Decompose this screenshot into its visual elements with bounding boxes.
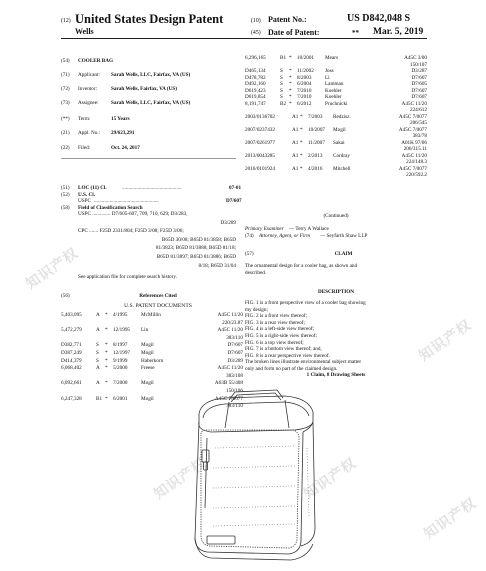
date-mark: ** bbox=[352, 29, 359, 37]
ref-date: 12/1995 bbox=[113, 327, 131, 334]
description-title: DESCRIPTION bbox=[317, 289, 355, 295]
attorney-name: — Seyfarth Shaw LLP bbox=[320, 233, 368, 239]
ref-class: A45C 7/0077 bbox=[398, 126, 427, 133]
ref-star: * bbox=[105, 350, 108, 356]
ref-number: 6,092,661 bbox=[61, 380, 82, 387]
ref-date: 5/2000 bbox=[113, 365, 128, 372]
field-code: (22) bbox=[61, 145, 70, 151]
ref-date: 12/1997 bbox=[113, 350, 131, 356]
foc-line: B65D 81/3897; B65D 81/3886; B65D bbox=[156, 254, 236, 260]
ref-class-secondary: 220/23.87 bbox=[222, 319, 243, 326]
ref-date: 8/2003 bbox=[297, 74, 312, 81]
refs-heading: References Cited bbox=[139, 293, 177, 299]
ref-number: D414,379 bbox=[61, 357, 82, 364]
ref-number: 2007/0237432 bbox=[245, 126, 275, 133]
foc-line: B65D 30/08; B65D 81/3858; B65D bbox=[161, 236, 236, 243]
lid-seam bbox=[203, 402, 309, 418]
attorney-label: Attorney, Agent, or Firm bbox=[259, 233, 311, 239]
ref-date: 6/2012 bbox=[297, 100, 312, 107]
ref-number: 2016/0101924 bbox=[245, 165, 275, 172]
loc-value: 07-01 bbox=[229, 185, 242, 191]
header-rule bbox=[61, 38, 427, 39]
field-code: (72) bbox=[61, 86, 70, 92]
ref-kind: S bbox=[96, 342, 99, 349]
watermark: 知识产权 bbox=[23, 245, 82, 293]
ref-class-secondary: 383/110 bbox=[226, 334, 243, 341]
ref-number: 5,403,095 bbox=[61, 312, 82, 318]
claim-line: The ornamental design for a cooler bag, as shown and bbox=[245, 263, 358, 269]
ref-kind: S bbox=[280, 68, 283, 74]
ref-kind: S bbox=[96, 350, 99, 356]
ref-name: Lamman bbox=[325, 81, 344, 87]
foc-code: (58) bbox=[61, 205, 70, 211]
watermark: 知识产权 bbox=[301, 455, 360, 503]
ref-number: 2007/0261977 bbox=[245, 139, 275, 146]
ref-star: * bbox=[105, 342, 108, 349]
ref-class: D3/287 bbox=[411, 68, 427, 74]
field-label: Inventor: bbox=[78, 86, 98, 92]
ref-date: 8/1997 bbox=[113, 342, 128, 349]
ref-star: * bbox=[105, 327, 108, 334]
patent-number: US D842,048 S bbox=[347, 13, 411, 24]
foc-line: 8/18; B65D 31/04 bbox=[198, 262, 236, 269]
loc-dots: .............................................. bbox=[122, 185, 182, 191]
uscl-code: (52) bbox=[61, 192, 70, 198]
ref-class: D7/607 bbox=[227, 350, 243, 356]
ref-star: * bbox=[300, 165, 303, 172]
refs-subheading: U.S. PATENT DOCUMENTS bbox=[124, 303, 192, 309]
watermark: 知识产权 bbox=[416, 317, 475, 365]
ref-class-secondary: 383/110 bbox=[226, 403, 243, 410]
strap-sides bbox=[225, 400, 289, 428]
ref-number: D478,782 bbox=[245, 74, 266, 81]
ref-kind: A1 bbox=[292, 165, 299, 172]
description-line: FIG. 8 is a rear perspective view thereof. bbox=[245, 352, 330, 359]
ref-date: 7/2003 bbox=[308, 113, 323, 120]
field-code: (21) bbox=[61, 130, 70, 136]
uspc-label: USPC bbox=[78, 198, 91, 204]
ref-number: D382,771 bbox=[61, 342, 82, 349]
date-of-patent: Mar. 5, 2019 bbox=[373, 27, 424, 37]
ref-date: 10/2007 bbox=[308, 126, 326, 133]
ref-class: A45C 11/20 bbox=[217, 365, 243, 372]
code-45: (45) bbox=[251, 30, 261, 36]
ref-date: 2/2013 bbox=[308, 152, 323, 159]
ref-name: Cordray bbox=[333, 152, 350, 159]
ref-name: Koehler bbox=[325, 94, 342, 100]
label-patch bbox=[207, 536, 235, 544]
ref-class: A45C 7/0077 bbox=[214, 395, 243, 402]
foc-line: 81/3823; B65D 81/3888; B65D 81/18; bbox=[155, 245, 236, 252]
ref-date: 9/1999 bbox=[113, 357, 128, 364]
field-label: Assignee: bbox=[78, 100, 99, 106]
ref-number: 2003/0136702 bbox=[245, 113, 275, 120]
field-code: (54) bbox=[61, 58, 70, 64]
ref-star: * bbox=[300, 152, 303, 159]
ref-date: 6/2004 bbox=[297, 81, 312, 87]
ref-class: A45C 7/0077 bbox=[398, 113, 427, 120]
ref-name: McMillin bbox=[141, 312, 161, 318]
ref-star: * bbox=[105, 312, 108, 318]
ref-class: D7/607 bbox=[411, 74, 427, 81]
ref-date: 7/2010 bbox=[297, 94, 312, 100]
ref-name: Sakai bbox=[333, 139, 345, 146]
claim-code: (57) bbox=[245, 251, 254, 257]
ref-number: 6,247,328 bbox=[61, 395, 82, 402]
ref-star: * bbox=[289, 74, 292, 81]
ref-star: * bbox=[300, 113, 303, 120]
ref-date: 4/2016 bbox=[308, 165, 323, 172]
claim-title: CLAIM bbox=[334, 251, 353, 257]
ref-name: Li bbox=[325, 74, 330, 81]
uspc-dots: .................................................. bbox=[94, 198, 159, 204]
ref-kind: A bbox=[96, 365, 100, 372]
ref-kind: A bbox=[96, 327, 100, 334]
foc-line: USPC .............. D7/605-607, 709, 710, 629; D3/283, bbox=[78, 211, 188, 217]
patent-title: United States Design Patent bbox=[75, 12, 224, 26]
ref-star: * bbox=[289, 68, 292, 74]
loc-code: (51) bbox=[61, 185, 70, 191]
ref-class: A45C 11/20 bbox=[217, 327, 243, 334]
field-label: COOLER BAG bbox=[78, 58, 114, 64]
ref-kind: B2 bbox=[280, 100, 287, 107]
field-label: Appl. No.: bbox=[78, 130, 101, 136]
ref-class: D7/607 bbox=[411, 87, 427, 94]
description-line: FIG. 1 is a front perspective view of a cooler bag showing bbox=[245, 300, 366, 306]
description-line: FIG. 5 is a right-side view thereof; bbox=[245, 333, 317, 339]
ref-date: 11/2007 bbox=[308, 139, 325, 146]
ref-kind: A bbox=[96, 312, 100, 318]
ref-class-secondary: 220/592.2 bbox=[406, 172, 427, 178]
field-label: Filed: bbox=[78, 145, 91, 151]
examiner-name: — Terry A Wallace bbox=[289, 226, 329, 232]
ref-name: Joss bbox=[325, 68, 334, 74]
ref-number: D619,423 bbox=[245, 87, 266, 94]
ref-name: Mogil bbox=[141, 342, 154, 349]
description-line: only and form no part of the claimed design. bbox=[245, 366, 338, 372]
zipper-track bbox=[205, 438, 207, 508]
loc-label: LOC (11) Cl. bbox=[78, 185, 107, 191]
description-line: FIG. 7 is a bottom view thereof; and, bbox=[245, 346, 322, 353]
ref-star: * bbox=[300, 126, 303, 133]
examiner-label: Primary Examiner bbox=[245, 226, 284, 232]
zipper-pull bbox=[202, 450, 209, 462]
field-label: Term: bbox=[78, 116, 91, 122]
bag-top bbox=[199, 396, 313, 432]
field-code: (71) bbox=[61, 72, 70, 78]
ref-number: D465,134 bbox=[245, 68, 266, 74]
ref-class-secondary: 206/545 bbox=[409, 120, 427, 126]
ref-class: A45C 11/20 bbox=[401, 100, 427, 107]
ref-number: 5,472,279 bbox=[61, 327, 82, 334]
ref-name: Mears bbox=[325, 55, 338, 61]
field-divider bbox=[61, 158, 236, 159]
ref-class: A45C 11/20 bbox=[401, 152, 427, 159]
ref-class: A01K 97/06 bbox=[401, 139, 427, 146]
field-code: (73) bbox=[61, 100, 70, 106]
ref-star: * bbox=[105, 395, 108, 402]
ref-kind: S bbox=[280, 87, 283, 94]
field-value: 29/623,291 bbox=[111, 130, 135, 136]
ref-name: Freese bbox=[141, 365, 155, 372]
ref-number: D619,854 bbox=[245, 94, 266, 100]
ref-class-secondary: 224/612 bbox=[409, 107, 427, 113]
description-line: The broken lines illustrate environmental subject matter bbox=[245, 359, 362, 366]
attorney-code: (74) bbox=[245, 233, 254, 239]
ref-date: 7/2000 bbox=[113, 380, 128, 387]
ref-star: * bbox=[289, 81, 292, 87]
ref-name: Lin bbox=[141, 327, 149, 334]
field-label: Applicant: bbox=[78, 72, 100, 78]
ref-name: Mogil bbox=[141, 350, 154, 356]
ref-class-secondary: 206/315.11 bbox=[403, 146, 427, 152]
claim-line: described. bbox=[245, 270, 267, 276]
ref-kind: A1 bbox=[292, 126, 299, 133]
continued-note: (Continued) bbox=[323, 213, 349, 219]
ref-date: 4/1995 bbox=[113, 312, 128, 318]
field-code: (**) bbox=[61, 116, 70, 122]
ref-number: D492,160 bbox=[245, 81, 266, 87]
ref-star: * bbox=[289, 55, 292, 61]
ref-date: 6/2001 bbox=[113, 395, 128, 402]
ref-name: Redzisz bbox=[333, 113, 350, 120]
description-line: FIG. 3 is a rear view thereof; bbox=[245, 319, 306, 326]
ref-class: D3/289 bbox=[227, 357, 243, 364]
ref-date: 10/2001 bbox=[297, 55, 315, 61]
ref-number: D387,249 bbox=[61, 350, 82, 356]
ref-kind: A1 bbox=[292, 113, 299, 120]
ref-star: * bbox=[289, 87, 292, 94]
ref-kind: A1 bbox=[292, 139, 299, 146]
ref-name: Koehler bbox=[325, 87, 342, 94]
ref-class: A45C 3/00 bbox=[404, 55, 427, 61]
ref-star: * bbox=[289, 100, 292, 107]
ref-number: 2013/0043285 bbox=[245, 152, 275, 159]
field-value: Oct. 24, 2017 bbox=[111, 145, 140, 151]
claims-summary: 1 Claim, 8 Drawing Sheets bbox=[306, 372, 366, 378]
foc-label: Field of Classification Search bbox=[78, 205, 143, 211]
watermark: 知识产权 bbox=[421, 495, 480, 543]
ref-number: 8,191,747 bbox=[245, 100, 266, 107]
ref-kind: A1 bbox=[292, 152, 299, 159]
ref-kind: S bbox=[280, 81, 283, 87]
ref-star: * bbox=[105, 380, 108, 387]
ref-kind: A bbox=[96, 380, 100, 387]
ref-class: D7/607 bbox=[411, 94, 427, 100]
ref-date: 7/2010 bbox=[297, 87, 312, 94]
cooler-bag-drawing bbox=[185, 388, 325, 566]
bag-front bbox=[195, 422, 303, 554]
ref-name: Haberkorn bbox=[141, 357, 164, 364]
field-value: 15 Years bbox=[111, 116, 130, 122]
ref-name: Pruchnicki bbox=[325, 100, 348, 107]
description-line: FIG. 4 is a left-side view thereof; bbox=[245, 326, 315, 333]
ref-class: D7/607 bbox=[227, 342, 243, 349]
code-10: (10) bbox=[251, 18, 261, 24]
ref-class: A45C 7/0077 bbox=[398, 165, 427, 172]
uscl-label: U.S. Cl. bbox=[78, 192, 96, 198]
uspc-value: D7/607 bbox=[226, 198, 242, 204]
ref-class-secondary: 383/108 bbox=[225, 372, 243, 379]
ref-star: * bbox=[300, 139, 303, 146]
ref-kind: S bbox=[280, 74, 283, 81]
ref-star: * bbox=[105, 357, 108, 364]
date-label: Date of Patent: bbox=[268, 28, 320, 37]
field-value: Sarah Wells, LLC, Fairfax, VA (US) bbox=[111, 72, 191, 78]
ref-name: Mogil bbox=[141, 380, 154, 387]
ref-kind: B1 bbox=[96, 395, 103, 402]
ref-kind: S bbox=[280, 94, 283, 100]
inventor-name: Wells bbox=[75, 27, 94, 36]
foc-line: D3/289 bbox=[220, 219, 236, 226]
description-line: FIG. 6 is a top view thereof; bbox=[245, 339, 304, 346]
ref-star: * bbox=[289, 94, 292, 100]
foc-note: See application file for complete search history. bbox=[78, 274, 177, 280]
ref-class: A63B 55/408 bbox=[214, 380, 243, 387]
refs-code: (56) bbox=[61, 293, 70, 299]
ref-name: Mogil bbox=[333, 126, 346, 133]
ref-number: 6,296,165 bbox=[245, 55, 266, 61]
ref-class-secondary: 150/106 bbox=[225, 388, 243, 394]
description-line: my design; bbox=[245, 306, 268, 313]
ref-star: * bbox=[105, 365, 108, 372]
ref-date: 11/2002 bbox=[297, 68, 314, 74]
field-value: Sarah Wells, LLC, Fairfax, VA (US) bbox=[111, 100, 191, 106]
ref-kind: S bbox=[96, 357, 99, 364]
ref-kind: B1 bbox=[280, 55, 287, 61]
ref-class-secondary: 150/107 bbox=[409, 61, 427, 68]
ref-number: 6,068,402 bbox=[61, 365, 82, 372]
foc-line: CPC ....... F25D 2331/804; F25D 3/08; F25D 3/06; bbox=[78, 228, 184, 235]
patent-no-label: Patent No.: bbox=[268, 15, 307, 24]
ref-class-secondary: 224/148.3 bbox=[406, 159, 427, 165]
ref-name: Mogil bbox=[141, 395, 154, 402]
field-value: Sarah Wells, Fairfax, VA (US) bbox=[111, 86, 178, 92]
ref-class-secondary: 383/78 bbox=[412, 133, 427, 139]
ref-name: Mitchell bbox=[333, 165, 351, 172]
description-line: FIG. 2 is a front view thereof; bbox=[245, 313, 308, 320]
watermark: 知识产权 bbox=[151, 455, 210, 503]
code-12: (12) bbox=[61, 18, 71, 24]
ref-class: D7/605 bbox=[411, 81, 427, 87]
ref-class: A45C 11/20 bbox=[217, 312, 243, 318]
